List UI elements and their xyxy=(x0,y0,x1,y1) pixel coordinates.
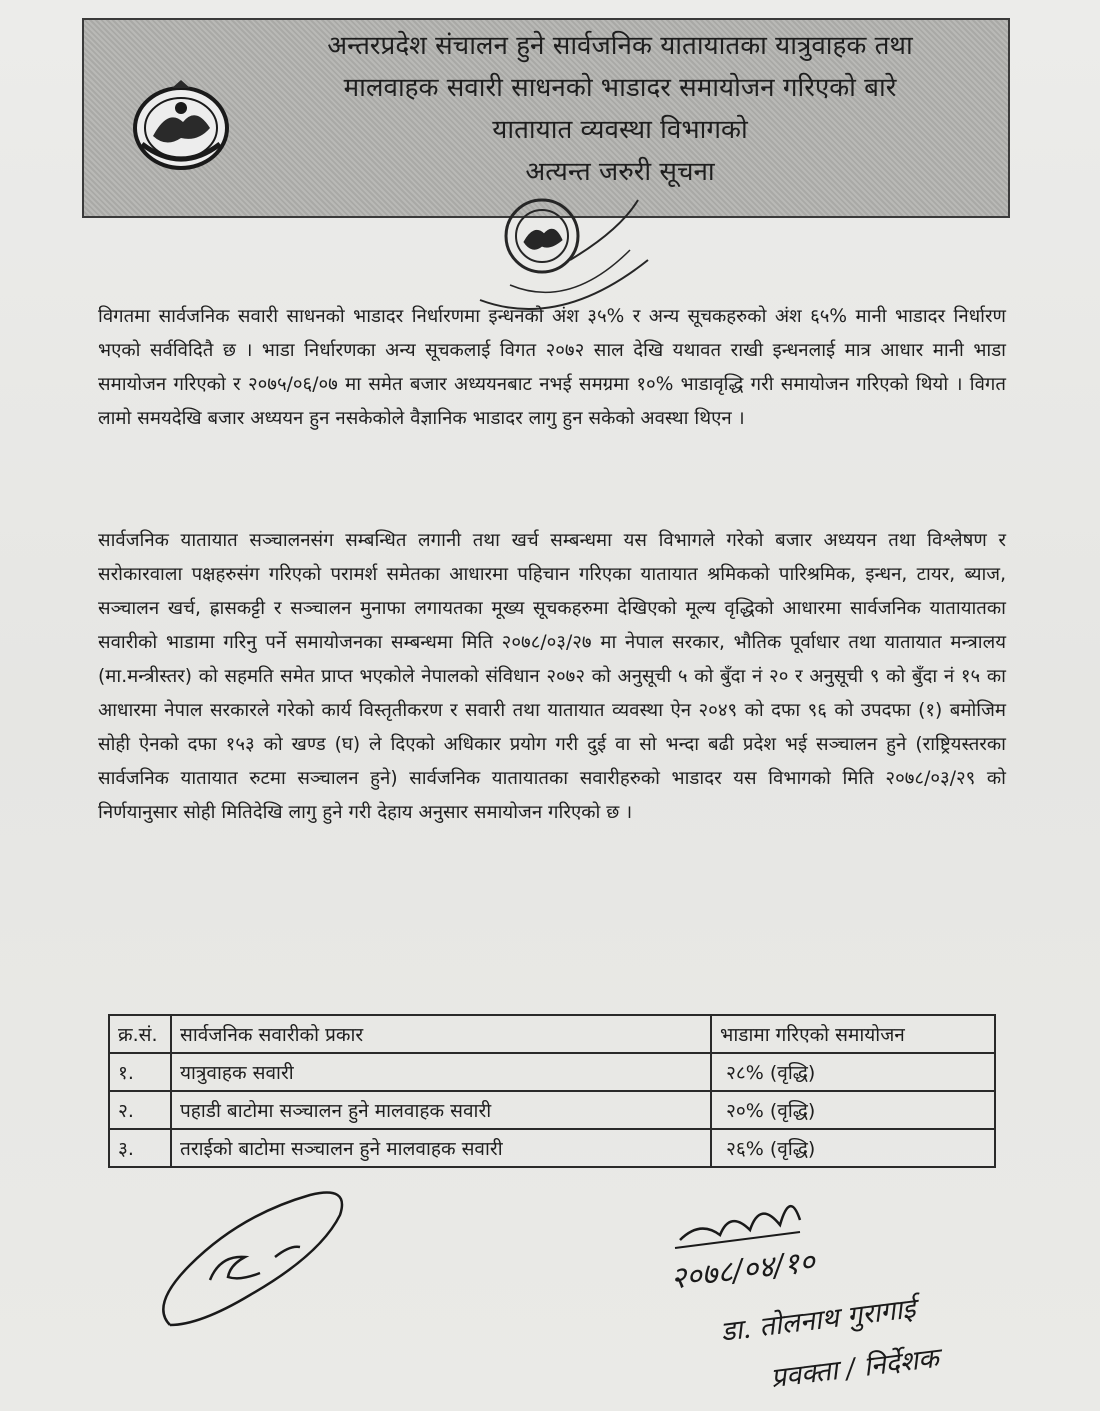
row-vehicle-type: पहाडी बाटोमा सञ्चालन हुने मालवाहक सवारी xyxy=(171,1091,711,1129)
header-vehicle-type: सार्वजनिक सवारीको प्रकार xyxy=(171,1015,711,1053)
row-fare-adjustment: २८% (वृद्धि) xyxy=(711,1053,995,1091)
initial-signature-left xyxy=(150,1185,360,1335)
row-vehicle-type: तराईको बाटोमा सञ्चालन हुने मालवाहक सवारी xyxy=(171,1129,711,1167)
row-serial-number: २. xyxy=(109,1091,171,1129)
row-vehicle-type: यात्रुवाहक सवारी xyxy=(171,1053,711,1091)
signature-date: २०७८/०४/१० xyxy=(668,1244,817,1297)
header-serial-number: क्र.सं. xyxy=(109,1015,171,1053)
signatory-title: प्रवक्ता / निर्देशक xyxy=(768,1342,941,1395)
table-header-row xyxy=(109,1015,995,1053)
fare-adjustment-table xyxy=(108,1014,996,1168)
row-fare-adjustment: २६% (वृद्धि) xyxy=(711,1129,995,1167)
row-serial-number: १. xyxy=(109,1053,171,1091)
header-department-line: यातायात व्यवस्था विभागको xyxy=(492,115,748,145)
table-row xyxy=(109,1129,995,1167)
header-fare-adjustment: भाडामा गरिएको समायोजन xyxy=(711,1015,995,1053)
row-serial-number: ३. xyxy=(109,1129,171,1167)
row-fare-adjustment: २०% (वृद्धि) xyxy=(711,1091,995,1129)
header-title-line-1: अन्तरप्रदेश संचालन हुने सार्वजनिक यातायातका यात्रुवाहक तथा xyxy=(327,31,913,61)
notice-paragraph-2: सार्वजनिक यातायात सञ्चालनसंग सम्बन्धित लगानी तथा खर्च सम्बन्धमा यस विभागले गरेको बजार अध्ययन तथा विश्लेषण र सरोकारवाला पक्षहरुसंग गरिएको परामर्श समेतका आधारमा पहिचान गरिएका यातायात श्रमिकको पारिश्रमिक, इन्धन, टायर, ब्याज, सञ्चालन खर्च, ह्रासकट्टी र सञ्चालन मुनाफा लगायतका मूख्य सूचकहरुमा देखिएको मूल्य वृद्धिको आधारमा सार्वजनिक यातायातका सवारीको भाडामा गरिनु पर्ने समायोजनका सम्बन्धमा मिति २०७८/०३/२७ मा नेपाल सरकार, भौतिक पूर्वाधार तथा यातायात मन्त्रालय (मा.मन्त्रीस्तर) को सहमति समेत प्राप्त भएकोले नेपालको संविधान २०७२ को अनुसूची ५ को बुँदा नं २० र अनुसूची ९ को बुँदा नं १५ का आधारमा नेपाल सरकारले गरेको कार्य विस्तृतीकरण र सवारी तथा यातायात व्यवस्था ऐन २०४९ को दफा ९६ को उपदफा (१) बमोजिम सोही ऐनको दफा १५३ को खण्ड (घ) ले दिएको अधिकार प्रयोग गरी दुई वा सो भन्दा बढी प्रदेश भई सञ्चालन हुने (राष्ट्रियस्तरका सार्वजनिक यातायात रुटमा सञ्चालन हुने) सार्वजनिक यातायातका सवारीहरुको भाडादर यस विभागको मिति २०७८/०३/२९ को निर्णयानुसार सोही मितिदेखि लागु हुने गरी देहाय अनुसार समायोजन गरिएको छ । xyxy=(98,530,1006,823)
header-urgent-notice-line: अत्यन्त जरुरी सूचना xyxy=(525,157,715,187)
header-title-line-2: मालवाहक सवारी साधनको भाडादर समायोजन गरिएको बारे xyxy=(343,73,897,103)
table-row xyxy=(109,1053,995,1091)
nepal-government-emblem-icon xyxy=(128,78,234,174)
table-row xyxy=(109,1091,995,1129)
signatory-name: डा. तोलनाथ गुरागाई xyxy=(719,1293,918,1348)
notice-paragraph-1: विगतमा सार्वजनिक सवारी साधनको भाडादर निर्धारणमा इन्धनको अंश ३५% र अन्य सूचकहरुको अंश ६५% मानी भाडादर निर्धारण भएको सर्वविदितै छ । भाडा निर्धारणका अन्य सूचकलाई विगत २०७२ साल देखि यथावत राखी इन्धनलाई मात्र आधार मानी भाडा समायोजन गरिएको र २०७५/०६/०७ मा समेत बजार अध्ययनबाट नभई समग्रमा १०% भाडावृद्धि गरी समायोजन गरिएको थियो । विगत लामो समयदेखि बजार अध्ययन हुन नसकेकोले वैज्ञानिक भाडादर लागु हुन सकेको अवस्था थिएन । xyxy=(98,306,1006,429)
